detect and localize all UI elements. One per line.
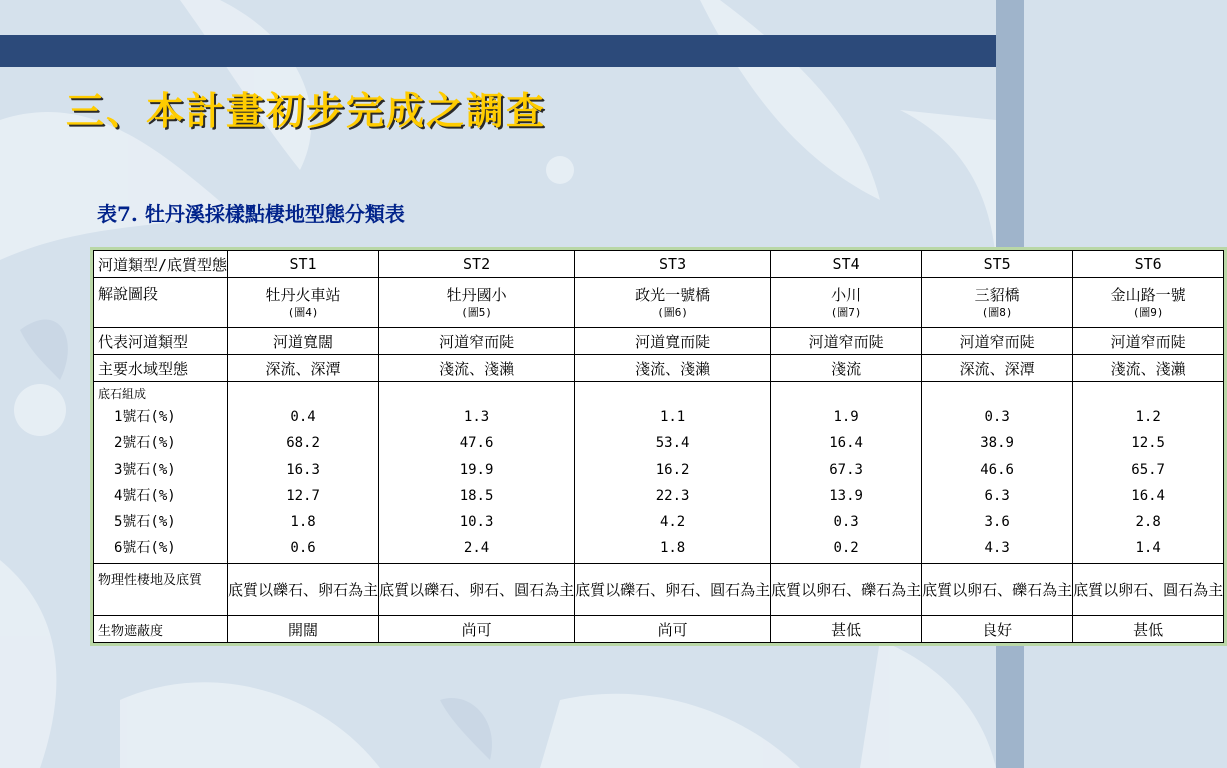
physical-habitat-cell: 底質以礫石、卵石為主 (228, 564, 379, 616)
figure-reference: (圖9) (1132, 305, 1164, 319)
substrate-values-cell (771, 382, 922, 564)
percent-value: 10.3 (459, 514, 494, 531)
bio-cover-cell: 尚可 (379, 616, 575, 643)
bio-cover-cell: 良好 (922, 616, 1073, 643)
station-header: ST1 (228, 251, 379, 278)
percent-value: 1.8 (290, 514, 316, 531)
habitat-table (93, 250, 1224, 643)
flow-type-cell: 淺流、淺瀨 (575, 355, 771, 382)
site-cell (575, 278, 771, 328)
figure-reference: (圖5) (461, 305, 492, 319)
station-header: ST2 (379, 251, 575, 278)
bio-cover-row (94, 616, 1224, 643)
percent-value: 4.3 (984, 540, 1010, 557)
site-cell (922, 278, 1073, 328)
site-row-label: 解說圖段 (94, 278, 228, 328)
percent-value: 3.6 (984, 514, 1010, 531)
bio-cover-cell: 尚可 (575, 616, 771, 643)
flow-type-cell: 深流、深潭 (922, 355, 1073, 382)
header-label-cell: 河道類型/底質型態 (94, 251, 228, 278)
bio-cover-label: 生物遮蔽度 (94, 616, 228, 643)
substrate-label-cell (94, 382, 228, 564)
percent-value: 13.9 (829, 487, 863, 504)
percent-value: 19.9 (459, 461, 494, 478)
physical-habitat-cell: 底質以礫石、卵石、圓石為主 (379, 564, 575, 616)
percent-value: 6.3 (984, 487, 1010, 504)
flow-type-cell: 淺流、淺瀨 (1073, 355, 1224, 382)
percent-value: 16.2 (655, 461, 690, 478)
percent-value: 16.4 (1131, 487, 1165, 504)
percent-value: 67.3 (829, 461, 863, 478)
stone-class-label: 5號石(%) (114, 514, 176, 531)
percent-value: 46.6 (980, 461, 1014, 478)
flow-type-cell: 深流、深潭 (228, 355, 379, 382)
physical-habitat-cell: 底質以卵石、圓石為主 (1073, 564, 1224, 616)
physical-habitat-label: 物理性棲地及底質 (94, 564, 228, 616)
substrate-label: 底石組成 (98, 387, 147, 401)
site-row (94, 278, 1224, 328)
substrate-values-cell (1073, 382, 1224, 564)
percent-value: 1.4 (1135, 540, 1161, 557)
site-name: 牡丹國小 (446, 285, 507, 304)
substrate-values-cell (575, 382, 771, 564)
substrate-values-cell (922, 382, 1073, 564)
stone-class-label: 1號石(%) (114, 409, 176, 425)
percent-value: 12.7 (286, 487, 320, 504)
percent-value: 1.8 (659, 540, 686, 557)
figure-reference: (圖7) (830, 305, 862, 319)
percent-value: 0.3 (833, 514, 859, 531)
channel-type-cell: 河道窄而陡 (771, 328, 922, 355)
channel-type-cell: 河道窄而陡 (1073, 328, 1224, 355)
channel-type-cell: 河道窄而陡 (922, 328, 1073, 355)
figure-reference: (圖8) (981, 305, 1013, 319)
percent-value: 1.1 (659, 409, 686, 425)
flow-type-cell: 淺流、淺瀨 (379, 355, 575, 382)
station-header: ST6 (1073, 251, 1224, 278)
flow-type-cell: 淺流 (771, 355, 922, 382)
table-caption: 表7. 牡丹溪採樣點棲地型態分類表 (97, 202, 405, 226)
flow-type-label: 主要水域型態 (94, 355, 228, 382)
site-name: 小川 (831, 285, 862, 304)
percent-value: 18.5 (459, 487, 494, 504)
percent-value: 1.2 (1135, 409, 1161, 425)
channel-type-cell: 河道寬而陡 (575, 328, 771, 355)
site-cell (1073, 278, 1224, 328)
site-cell (771, 278, 922, 328)
channel-type-cell: 河道窄而陡 (379, 328, 575, 355)
percent-value: 0.4 (290, 409, 316, 425)
stone-class-label: 6號石(%) (114, 540, 176, 557)
percent-value: 0.6 (290, 540, 316, 557)
percent-value: 65.7 (1131, 461, 1165, 478)
percent-value: 16.3 (286, 461, 320, 478)
site-name: 政光一號橋 (635, 285, 711, 304)
physical-habitat-row (94, 564, 1224, 616)
bio-cover-cell: 甚低 (1073, 616, 1224, 643)
site-name: 三貂橋 (974, 285, 1020, 304)
percent-value: 2.8 (1135, 514, 1161, 531)
station-header: ST4 (771, 251, 922, 278)
percent-value: 0.2 (833, 540, 859, 557)
site-name: 金山路一號 (1110, 285, 1186, 304)
table-frame (90, 247, 1227, 646)
station-header: ST5 (922, 251, 1073, 278)
percent-value: 1.3 (463, 409, 490, 425)
bio-cover-cell: 甚低 (771, 616, 922, 643)
station-header: ST3 (575, 251, 771, 278)
site-name: 牡丹火車站 (265, 285, 341, 304)
channel-type-row (94, 328, 1224, 355)
stone-class-label: 3號石(%) (114, 461, 176, 478)
physical-habitat-cell: 底質以礫石、卵石、圓石為主 (575, 564, 771, 616)
site-cell (228, 278, 379, 328)
channel-type-cell: 河道寬闊 (228, 328, 379, 355)
percent-value: 16.4 (829, 435, 863, 452)
percent-value: 1.9 (833, 409, 859, 425)
percent-value: 68.2 (286, 435, 320, 452)
substrate-values-cell (379, 382, 575, 564)
bio-cover-cell: 開闊 (228, 616, 379, 643)
physical-habitat-cell: 底質以卵石、礫石為主 (922, 564, 1073, 616)
site-cell (379, 278, 575, 328)
stone-class-label: 2號石(%) (114, 435, 176, 452)
percent-value: 38.9 (980, 435, 1014, 452)
flow-type-row (94, 355, 1224, 382)
percent-value: 0.3 (984, 409, 1010, 425)
percent-value: 47.6 (459, 435, 494, 452)
stone-class-label: 4號石(%) (114, 487, 176, 504)
physical-habitat-cell: 底質以卵石、礫石為主 (771, 564, 922, 616)
table-header-row (94, 251, 1224, 278)
figure-reference: (圖6) (657, 305, 689, 319)
channel-type-label: 代表河道類型 (94, 328, 228, 355)
header-band (0, 35, 1024, 67)
percent-value: 4.2 (659, 514, 686, 531)
percent-value: 22.3 (655, 487, 690, 504)
substrate-values-cell (228, 382, 379, 564)
slide-title: 三、本計畫初步完成之調查 (66, 88, 547, 133)
percent-value: 2.4 (463, 540, 490, 557)
percent-value: 53.4 (655, 435, 690, 452)
substrate-row (94, 382, 1224, 564)
percent-value: 12.5 (1131, 435, 1165, 452)
figure-reference: (圖4) (287, 305, 319, 319)
